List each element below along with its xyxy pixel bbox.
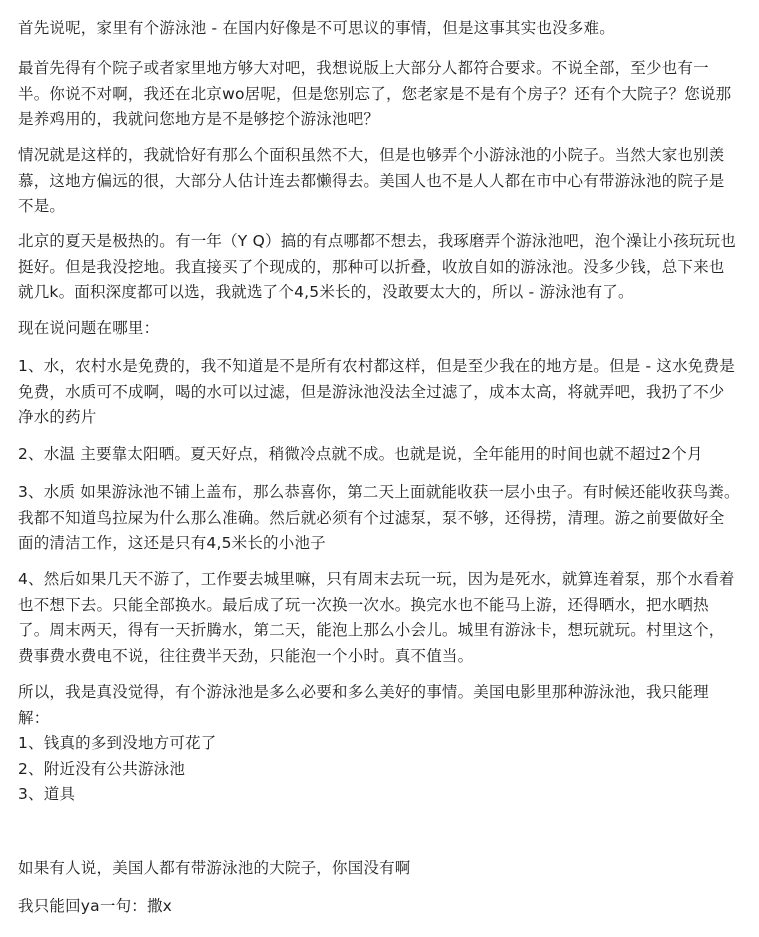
paragraph-yard (18, 56, 731, 133)
paragraph-point-temperature (18, 442, 703, 468)
text-line: 我只能回ya一句：撒x (18, 897, 173, 915)
text-line: 1、水，农村水是免费的，我不知道是不是所有农村都这样，但是至少我在的地方是。但是 - 这水免费是 (18, 357, 735, 375)
paragraph-if-someone-says (18, 856, 411, 882)
text-line: 是养鸡用的，我就问您地方是不是够挖个游泳池吧？ (18, 110, 380, 128)
text-line: 4、然后如果几天不游了，工作要去城里嘛，只有周末去玩一玩，因为是死水，就算连着泵，那个水看着 (18, 570, 735, 588)
text-line: 面的清洁工作，这还是只有4,5米长的小池子 (18, 534, 326, 552)
paragraph-beijing-summer (18, 229, 736, 306)
text-line: 3、水质 如果游泳池不铺上盖布，那么恭喜你，第二天上面就能收获一层小虫子。有时候还能收获鸟粪。 (18, 483, 740, 501)
text-line: 免费，水质可不成啊，喝的水可以过滤，但是游泳池没法全过滤了，成本太高，将就弄吧，我扔了不少 (18, 382, 725, 401)
text-line: 也不想下去。只能全部换水。最后成了玩一次换一次水。换完水也不能马上游，还得晒水，把水晒热 (18, 595, 709, 614)
text-line: 费事费水费电不说，往往费半天劲，只能泡一个小时。真不值当。 (18, 646, 474, 665)
paragraph-situation (18, 143, 725, 220)
text-line: 首先说呢，家里有个游泳池 - 在国内好像是不可思议的事情，但是这事其实也没多难。 (18, 19, 615, 37)
text-line: 最首先得有个院子或者家里地方够大对吧，我想说版上大部分人都符合要求。不说全部，至少也有一 (18, 59, 709, 77)
text-line: 半。你说不对啊，我还在北京wo居呢，但是您别忘了，您老家是不是有个房子？还有个大院子？您说那 (18, 84, 732, 103)
paragraph-problems-heading (18, 316, 159, 342)
text-line: 如果有人说，美国人都有带游泳池的大院子，你国没有啊 (18, 859, 411, 877)
list-item: 2、附近没有公共游泳池 (18, 759, 186, 778)
text-line: 现在说问题在哪里： (18, 319, 160, 337)
list-item: 1、钱真的多到没地方可花了 (18, 734, 217, 752)
paragraph-point-water (18, 354, 735, 431)
text-line: 2、水温 主要靠太阳晒。夏天好点，稍微冷点就不成。也就是说，全年能用的时间也就不超过2个月 (18, 445, 703, 463)
paragraph-intro (18, 16, 615, 42)
text-line: 净水的药片 (18, 408, 97, 426)
text-line: 不是。 (18, 197, 66, 215)
paragraph-point-change-water (18, 567, 735, 669)
list-item: 3、道具 (18, 785, 76, 803)
paragraph-conclusion (18, 680, 709, 808)
text-line: 情况就是这样的，我就恰好有那么个面积虽然不大，但是也够弄个小游泳池的小院子。当然大家也别羡 (18, 146, 725, 164)
text-line: 挺好。但是我没挖地。我直接买了个现成的，那种可以折叠，收放自如的游泳池。没多少钱，总下来也 (18, 257, 725, 276)
paragraph-reply (18, 894, 172, 920)
text-line: 我都不知道鸟拉屎为什么那么准确。然后就必须有个过滤泵，泵不够，还得捞，清理。游之前要做好全 (18, 508, 725, 527)
text-line: 北京的夏天是极热的。有一年（Y Q）搞的有点哪都不想去，我琢磨弄个游泳池吧，泡个澡让小孩玩玩也 (18, 232, 736, 250)
text-line: 慕，这地方偏远的很，大部分人估计连去都懒得去。美国人也不是人人都在市中心有带游泳池的院子是 (18, 171, 725, 190)
text-line: 所以，我是真没觉得，有个游泳池是多么必要和多么美好的事情。美国电影里那种游泳池，我只能理 (18, 683, 709, 701)
text-line: 了。周末两天，得有一天折腾水，第二天，能泡上那么小会儿。城里有游泳卡，想玩就玩。村里这个， (18, 621, 725, 639)
text-line: 就几k。面积深度都可以选，我就选了个4,5米长的，没敢要太大的，所以 - 游泳池有了。 (18, 283, 634, 301)
text-line: 解： (18, 708, 50, 727)
paragraph-point-quality (18, 480, 740, 557)
